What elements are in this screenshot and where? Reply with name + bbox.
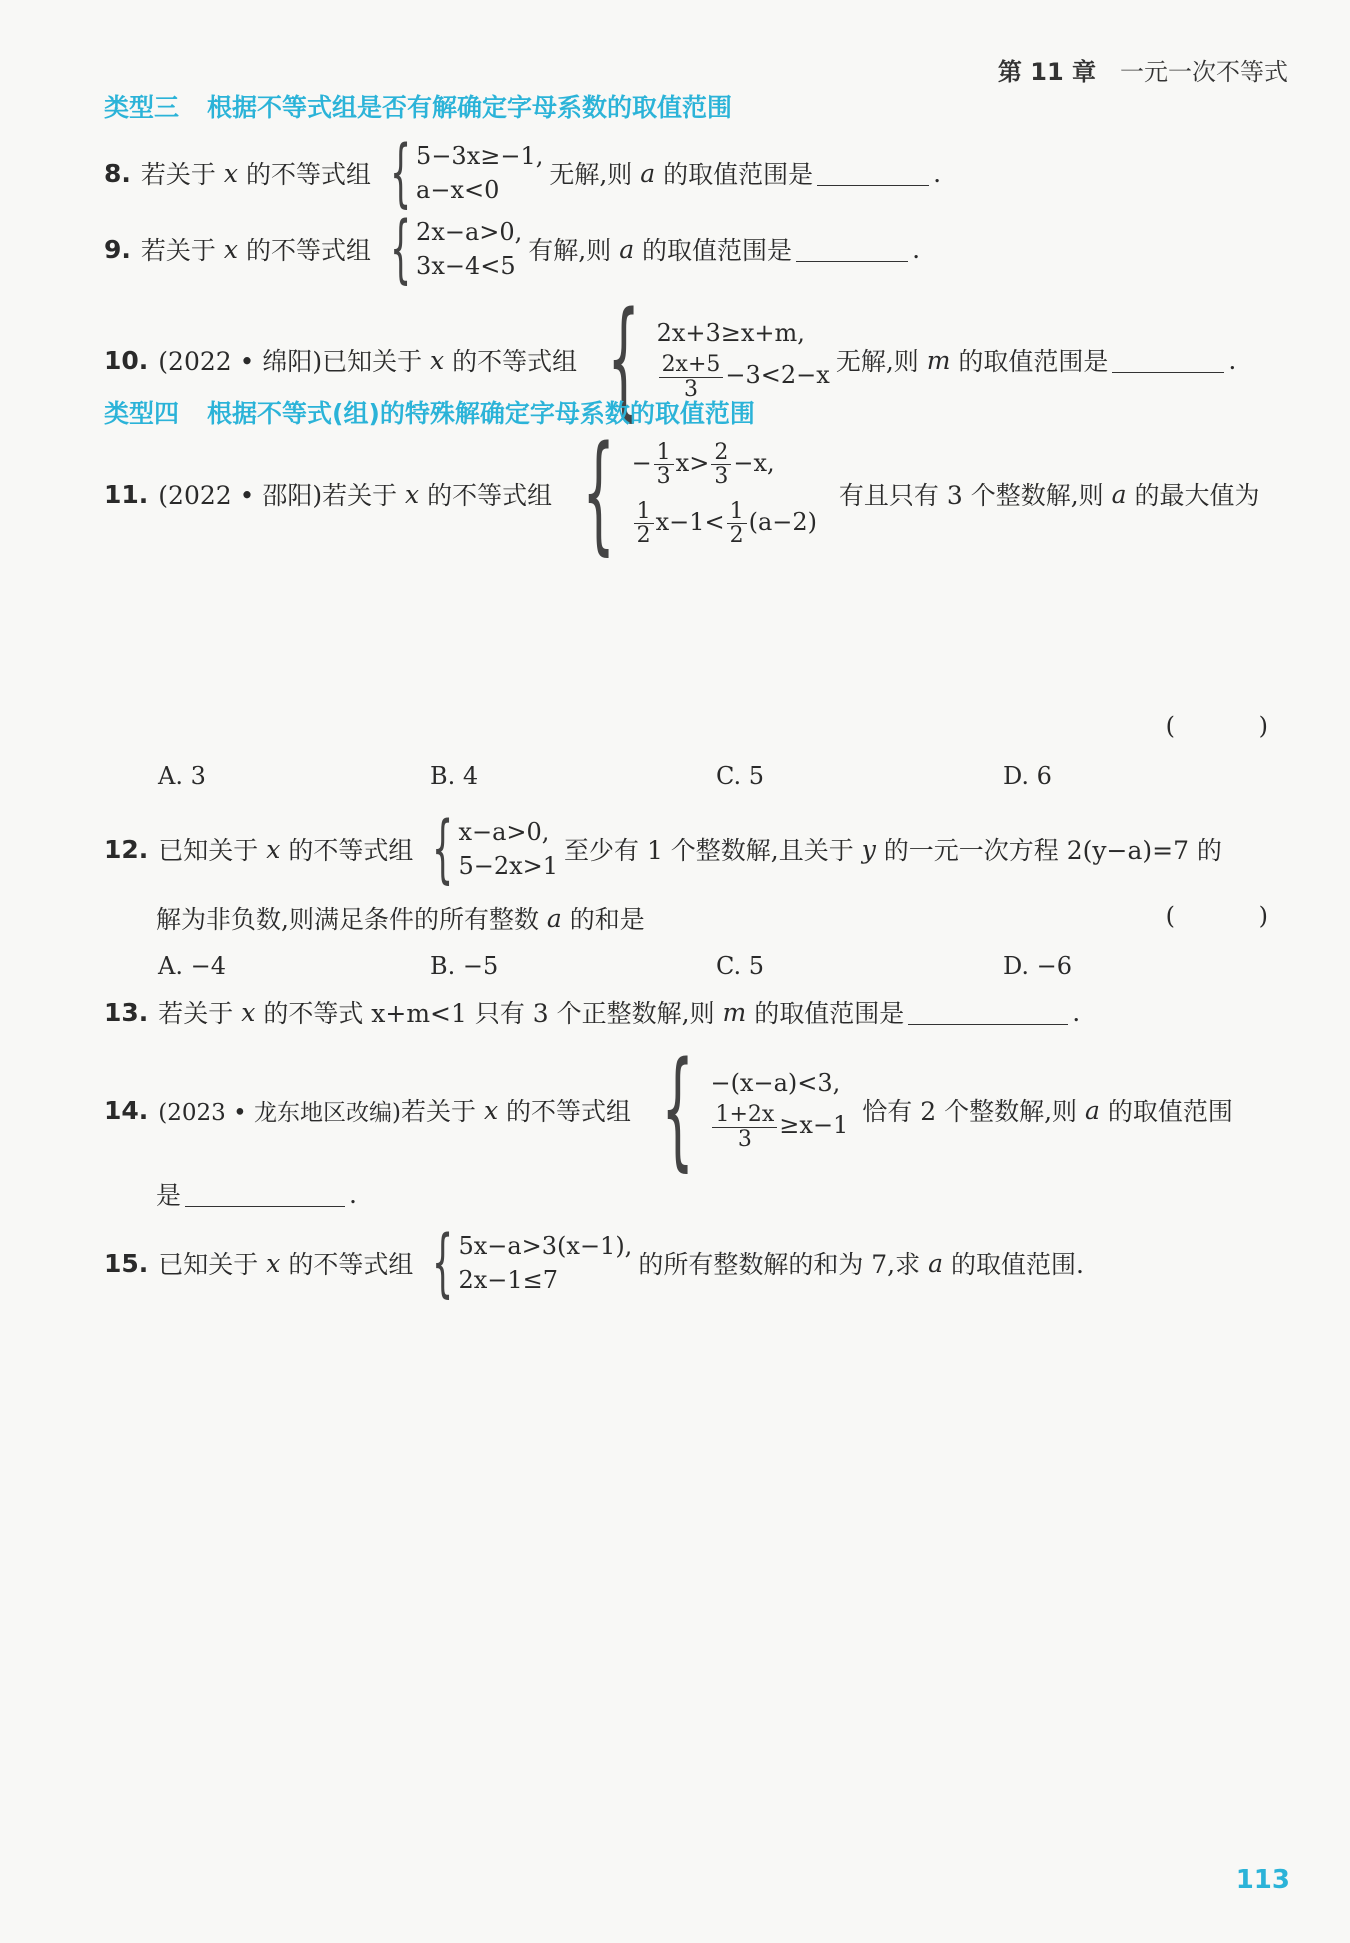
inequality-system: { 5−3x≥−1, a−x<0: [389, 130, 544, 216]
numerator: 2x+5: [659, 353, 724, 377]
answer-blank[interactable]: [908, 1000, 1068, 1025]
numerator: 1: [634, 500, 654, 524]
denominator: 2: [729, 523, 744, 549]
text: 恰有 2 个整数解,则: [862, 1097, 1078, 1126]
text: x−1<: [655, 508, 725, 537]
text: 的不等式组: [427, 481, 553, 510]
source: (2023 • 龙东地区改编): [158, 1099, 401, 1126]
text: 的取值范围是: [642, 236, 793, 265]
text: 的不等式组: [288, 836, 414, 865]
text: 的一元一次方程 2(y−a)=7 的: [883, 836, 1222, 865]
text: 的取值范围是: [754, 999, 905, 1028]
answer-blank[interactable]: [185, 1182, 345, 1207]
var: m: [926, 345, 951, 375]
chapter-header: [998, 52, 1288, 87]
ineq-line: 5−3x≥−1,: [416, 142, 544, 170]
question-9: [104, 206, 921, 292]
numerator: 1: [654, 441, 674, 465]
ineq-line: 5−2x>1: [458, 852, 558, 880]
text: 已知关于: [158, 836, 259, 865]
text: 若关于: [322, 481, 398, 510]
answer-paren[interactable]: ( ): [1165, 712, 1306, 740]
ineq-line: x−a>0,: [458, 818, 550, 846]
ineq-line: 2x+3≥x+m,: [656, 319, 805, 348]
question-12-line2: [156, 900, 645, 936]
inequality-system: { 2x+3≥x+m, $\frac{2x+5}{3}$ −3<2−x: [607, 285, 830, 434]
denominator: 3: [714, 463, 729, 489]
text: 若关于: [400, 1097, 476, 1126]
fraction: [634, 500, 654, 547]
ineq-line: [632, 500, 817, 547]
question-12: [104, 806, 1222, 892]
var: x: [223, 158, 238, 188]
question-8: [104, 130, 942, 216]
question-number: 13.: [104, 997, 149, 1027]
text: 的和是: [569, 905, 645, 934]
question-number: 11.: [104, 479, 149, 509]
text: 的取值范围: [1107, 1097, 1233, 1126]
inequality-system: { 2x−a>0, 3x−4<5: [389, 206, 523, 292]
text: 已知关于: [158, 1250, 259, 1279]
numerator: 2: [711, 441, 731, 465]
fraction: [654, 441, 674, 488]
chapter-number: 第 11 章: [997, 58, 1096, 86]
option-c[interactable]: C. 5: [716, 952, 765, 980]
text: 的取值范围是: [958, 347, 1109, 376]
var: x: [405, 479, 420, 509]
text: 至少有 1 个整数解,且关于: [564, 836, 854, 865]
text: .: [1072, 997, 1081, 1027]
inequality-system: { 5x−a>3(x−1), 2x−1≤7: [432, 1220, 633, 1306]
option-a[interactable]: A. 3: [158, 762, 206, 790]
ineq-line: 2x−1≤7: [458, 1266, 558, 1294]
question-14: [104, 1035, 1233, 1184]
option-b[interactable]: B. 4: [430, 762, 479, 790]
var: x: [430, 345, 445, 375]
text: 的不等式组: [245, 160, 371, 189]
text: 已知关于: [322, 347, 423, 376]
text: −x,: [733, 448, 775, 477]
option-d[interactable]: D. −6: [1003, 952, 1073, 980]
page-number: 113: [1235, 1865, 1290, 1895]
var: x: [266, 1248, 281, 1278]
answer-blank[interactable]: [1112, 348, 1224, 373]
question-number: 14.: [104, 1095, 149, 1125]
text: 的不等式组: [506, 1097, 632, 1126]
text: (a−2): [748, 508, 818, 537]
text: 解为非负数,则满足条件的所有整数: [156, 905, 539, 934]
fraction: [727, 500, 747, 547]
question-13: [104, 994, 1080, 1030]
fraction: [712, 1103, 777, 1150]
text: 有且只有 3 个整数解,则: [838, 481, 1104, 510]
section-title: 根据不等式组是否有解确定字母系数的取值范围: [207, 93, 733, 122]
section-heading-3: [104, 88, 732, 124]
inequality-system: { x−a>0, 5−2x>1: [432, 806, 558, 892]
text: .: [912, 234, 921, 264]
text: −3<2−x: [725, 361, 830, 390]
var: a: [546, 903, 562, 933]
text: 的取值范围.: [950, 1250, 1084, 1279]
var: x: [266, 834, 281, 864]
question-number: 15.: [104, 1248, 149, 1278]
text: 的不等式组: [452, 347, 578, 376]
chapter-title: 一元一次不等式: [1120, 58, 1288, 86]
source: (2022 • 邵阳): [158, 481, 323, 510]
denominator: 3: [656, 463, 671, 489]
text: 若关于: [158, 999, 234, 1028]
text: 有解,则: [528, 236, 612, 265]
option-d[interactable]: D. 6: [1003, 762, 1052, 790]
inequality-system: { −(x−a)<3, $\frac{1+2x}{3}$ ≥x−1: [661, 1035, 849, 1184]
text: .: [349, 1179, 357, 1209]
text: 无解,则: [835, 347, 919, 376]
numerator: 1+2x: [712, 1103, 777, 1127]
question-number: 10.: [104, 345, 149, 375]
question-number: 9.: [104, 234, 131, 264]
ineq-line: [710, 1103, 848, 1150]
text: .: [1228, 345, 1237, 375]
source: (2022 • 绵阳): [158, 347, 323, 376]
text: 的取值范围是: [663, 160, 814, 189]
denominator: 3: [737, 1126, 752, 1152]
text: x>: [675, 448, 710, 477]
question-15: [104, 1220, 1084, 1306]
option-b[interactable]: B. −5: [430, 952, 499, 980]
var: a: [619, 234, 635, 264]
text: 的所有整数解的和为 7,求: [638, 1250, 921, 1279]
text: 若关于: [140, 236, 216, 265]
section-label: 类型四: [104, 399, 180, 428]
var: m: [722, 997, 747, 1027]
var: x: [483, 1095, 499, 1125]
text: .: [933, 158, 942, 188]
section-label: 类型三: [104, 93, 180, 122]
var: x: [223, 234, 238, 264]
ineq-line: 3x−4<5: [416, 252, 516, 280]
var: y: [861, 834, 876, 864]
option-a[interactable]: A. −4: [158, 952, 226, 980]
denominator: 2: [636, 523, 651, 549]
var: a: [1084, 1095, 1100, 1125]
denominator: 3: [683, 376, 698, 402]
answer-paren[interactable]: ( ): [1165, 902, 1306, 930]
ineq-line: −(x−a)<3,: [710, 1069, 841, 1098]
answer-blank[interactable]: [817, 161, 929, 186]
ineq-line: − $\frac{1}{3}$ x> $\frac{2}{3}$ −x,: [631, 439, 775, 489]
ineq-line: 5x−a>3(x−1),: [458, 1232, 633, 1260]
question-11: [104, 419, 1260, 568]
var: a: [640, 158, 656, 188]
question-14-line2: [156, 1176, 357, 1212]
option-c[interactable]: C. 5: [716, 762, 765, 790]
answer-blank[interactable]: [796, 237, 908, 262]
question-number: 12.: [104, 834, 149, 864]
text: 的不等式组: [288, 1250, 414, 1279]
text: 无解,则: [549, 160, 633, 189]
text: 的不等式 x+m<1 只有 3 个正整数解,则: [263, 999, 715, 1028]
text: 是: [156, 1181, 182, 1210]
section-title: 根据不等式(组)的特殊解确定字母系数的取值范围: [207, 399, 755, 428]
var: x: [241, 997, 256, 1027]
ineq-line: 2x−a>0,: [416, 218, 523, 246]
ineq-line: a−x<0: [416, 176, 500, 204]
numerator: 1: [727, 500, 747, 524]
fraction: [711, 441, 731, 488]
question-number: 8.: [104, 158, 131, 188]
text: 若关于: [140, 160, 216, 189]
var: a: [1111, 479, 1127, 509]
section-heading-4: [104, 394, 755, 430]
text: 的最大值为: [1134, 481, 1260, 510]
text: ≥x−1: [779, 1111, 849, 1140]
var: a: [928, 1248, 943, 1278]
inequality-system: { − $\frac{1}{3}$ x> $\frac{2}{3}$ −x, $\frac{1}{2}$ x−1< $\frac{1}{2}$ (a−2): [582, 419, 818, 568]
text: 的不等式组: [245, 236, 371, 265]
